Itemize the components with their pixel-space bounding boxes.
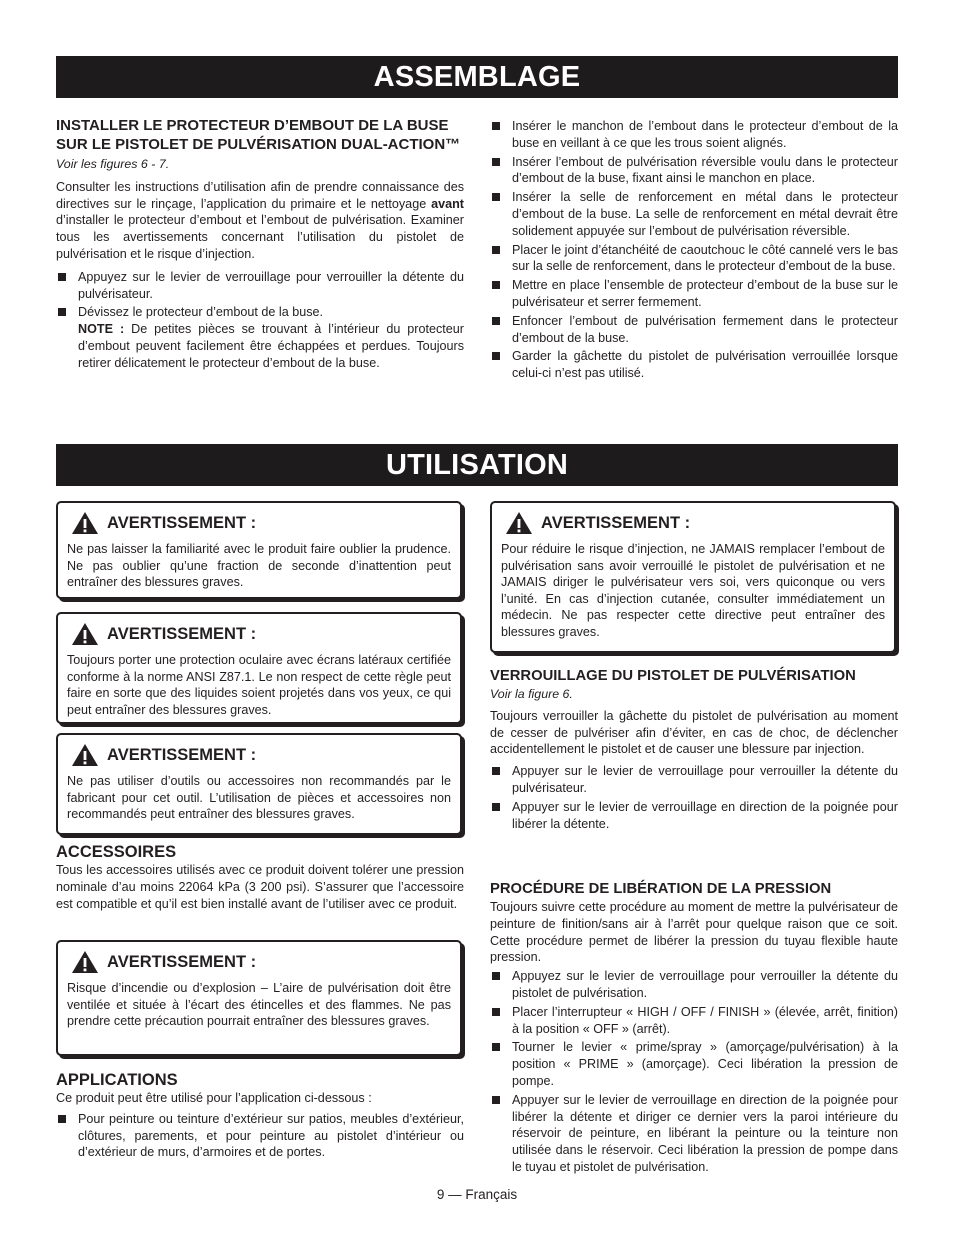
utilisation-banner: UTILISATION (56, 444, 898, 486)
warning-title: AVERTISSEMENT : (107, 514, 257, 532)
warning-title: AVERTISSEMENT : (107, 625, 257, 643)
accessoires-heading: ACCESSOIRES (56, 843, 177, 861)
assemblage-heading: INSTALLER LE PROTECTEUR D’EMBOUT DE LA BUSE SUR LE PISTOLET DE PULVÉRISATION DUAL-ACTION™ (56, 117, 461, 153)
warning-title: AVERTISSEMENT : (541, 514, 691, 532)
list-item: Mettre en place l’ensemble de protecteur d’embout de la buse sur le pulvérisateur et serrer fermement. (490, 277, 898, 311)
assemblage-note: NOTE : De petites pièces se trouvant à l’intérieur du protecteur d’embout peuvent facilement être échappées et perdues. Toujours retirer délicatement le protecteur d’embout de la buse. (78, 322, 464, 370)
list-item: Enfoncer l’embout de pulvérisation fermement dans le protecteur d’embout de la buse. (490, 313, 898, 347)
assemblage-right-column (490, 118, 898, 384)
assemblage-banner: ASSEMBLAGE (56, 56, 898, 98)
square-bullet-icon (492, 281, 500, 289)
assemblage-left-list (56, 269, 464, 372)
assemblage-right-list (490, 118, 898, 382)
accessoires-text: Tous les accessoires utilisés avec ce produit doivent tolérer une pression nominale d’au moins 22064 kPa (3 200 psi). S’assurer que l’accessoire est compatible et qu’il est bien installé avant de l’utiliser avec ce produit. (56, 863, 464, 911)
square-bullet-icon (492, 767, 500, 775)
square-bullet-icon (492, 1096, 500, 1104)
list-item: Placer le joint d’étanchéité de caoutchouc le côté cannelé vers le bas sur la selle de renforcement, dans le protecteur d’embout de la buse. (490, 242, 898, 276)
page-footer: 9 — Français (436, 1187, 518, 1202)
list-item: Dévissez le protecteur d’embout de la buse. NOTE : De petites pièces se trouvant à l’intérieur du protecteur d’embout peuvent facilement être échappées et perdues. Toujours retirer délicatement le protecteur d’embout de la buse. (56, 304, 464, 371)
warning-triangle-icon (71, 950, 99, 974)
procedure-heading: PROCÉDURE DE LIBÉRATION DE LA PRESSION (490, 881, 832, 897)
list-item: Garder la gâchette du pistolet de pulvérisation verrouillée lorsque celui-ci n’est pas utilisé. (490, 348, 898, 382)
warning-triangle-icon (71, 743, 99, 767)
list-item: Appuyer sur le levier de verrouillage pour verrouiller la détente du pulvérisateur. (490, 763, 898, 797)
list-item: Insérer la selle de renforcement en métal dans le protecteur d’embout de la buse. La selle de renforcement en métal devrait être solidement appuyée sur l’embout de pulvérisation réversible. (490, 189, 898, 239)
verrouillage-section (490, 667, 898, 834)
warning-text: Risque d’incendie ou d’explosion – L’aire de pulvérisation doit être ventilée et située à l’écart des étincelles et des flammes. Ne pas prendre cette précaution pourrait entraîner des blessures graves. (67, 981, 451, 1029)
square-bullet-icon (58, 308, 66, 316)
verrouillage-heading: VERROUILLAGE DU PISTOLET DE PULVÉRISATION (490, 668, 856, 684)
warning-text: Ne pas laisser la familiarité avec le produit faire oublier la prudence. Ne pas oublier qu’une fraction de seconde d’inattention peut entraîner des blessures graves. (67, 542, 451, 590)
square-bullet-icon (492, 972, 500, 980)
square-bullet-icon (492, 803, 500, 811)
list-item: Pour peinture ou teinture d’extérieur sur patios, meubles d’extérieur, clôtures, parements, et pour peinture au pistolet d’intérieur ou d’extérieur de murs, d’armoires et de portes. (56, 1111, 464, 1161)
warning-box (56, 612, 462, 724)
square-bullet-icon (58, 1115, 66, 1123)
applications-section (56, 1070, 464, 1163)
verrouillage-text: Toujours verrouiller la gâchette du pistolet de pulvérisation au moment de cesser de pulvériser afin d’éviter, en cas de choc, de déclencher accidentellement le pistolet et de causer une blessure par injection. (490, 708, 898, 757)
warning-box (56, 733, 462, 835)
warning-triangle-icon (505, 511, 533, 535)
warning-box (490, 501, 896, 653)
assemblage-left-column (56, 116, 464, 374)
list-item: Placer l’interrupteur « HIGH / OFF / FINISH » (élevée, arrêt, finition) à la position « OFF » (arrêt). (490, 1004, 898, 1038)
accessoires-section (56, 842, 464, 912)
list-item: Appuyez sur le levier de verrouillage pour verrouiller la détente du pulvérisateur. (56, 269, 464, 303)
warning-box (56, 501, 462, 599)
square-bullet-icon (492, 193, 500, 201)
procedure-section (490, 880, 898, 1178)
applications-heading: APPLICATIONS (56, 1071, 178, 1089)
square-bullet-icon (58, 273, 66, 281)
list-item: Tourner le levier « prime/spray » (amorçage/pulvérisation) à la position « PRIME » (amorçage). Ceci libération la pression de pompe. (490, 1039, 898, 1089)
list-item: Appuyer sur le levier de verrouillage en direction de la poignée pour libérer la détente. (490, 799, 898, 833)
verrouillage-figure-ref: Voir la figure 6. (490, 687, 573, 701)
square-bullet-icon (492, 1043, 500, 1051)
warning-triangle-icon (71, 622, 99, 646)
square-bullet-icon (492, 158, 500, 166)
warning-text: Toujours porter une protection oculaire avec écrans latéraux certifiée conforme à la norme ANSI Z87.1. Le non respect de cette règle peut faire en sorte que des liquides soient projetés dans vos yeux, ce qui peut entraîner des blessures graves. (67, 653, 451, 717)
procedure-text: Toujours suivre cette procédure au moment de mettre la pulvérisateur de peinture de finition/sans air à l’arrêt pour quelque raison que ce soit. Cette procédure permet de libérer la pression du tuyau flexible haute pression. (490, 900, 898, 965)
warning-title: AVERTISSEMENT : (107, 746, 257, 764)
warning-text: Pour réduire le risque d’injection, ne JAMAIS remplacer l’embout de pulvérisation sans avoir verrouillé le pistolet de pulvérisation et ne JAMAIS diriger le pulvérisateur vers soi, vers quiconque ou vers l’unité. En cas d’injection cutanée, consulter immédiatement un médecin. Ne pas respecter cette directive peut entraîner des blessures graves. (501, 542, 885, 639)
list-item: Appuyer sur le levier de verrouillage en direction de la poignée pour libérer la détente et diriger ce dernier vers la paroi intérieure du réservoir de peinture, en libérant la peinture ou la teinture non utilisée dans le réservoir. Ceci libération la pression de pompe dans le tuyau et pistolet de pulvérisation. (490, 1092, 898, 1176)
warning-text: Ne pas utiliser d’outils ou accessoires non recommandés par le fabricant pour cet outil. L’utilisation de pièces et accessoires non recommandés peut entraîner des blessures graves. (67, 774, 451, 822)
list-item: Insérer le manchon de l’embout dans le protecteur d’embout de la buse en veillant à ce que les trous soient alignés. (490, 118, 898, 152)
list-item: Appuyez sur le levier de verrouillage pour verrouiller la détente du pistolet de pulvérisation. (490, 968, 898, 1002)
square-bullet-icon (492, 352, 500, 360)
warning-triangle-icon (71, 511, 99, 535)
square-bullet-icon (492, 1008, 500, 1016)
square-bullet-icon (492, 317, 500, 325)
square-bullet-icon (492, 246, 500, 254)
assemblage-intro: Consulter les instructions d’utilisation afin de prendre connaissance des directives sur le rinçage, l’application du primaire et le nettoyage avant d’installer le protecteur d’embout et l’embout de pulvérisation. Examiner tous les avertissements concernant l’utilisation du pistolet de pulvérisation et le risque d’injection. (56, 179, 464, 261)
warning-title: AVERTISSEMENT : (107, 953, 257, 971)
assemblage-figure-ref: Voir les figures 6 - 7. (56, 157, 170, 171)
list-item: Insérer l’embout de pulvérisation réversible voulu dans le protecteur d’embout de la buse, fixant ainsi le manchon en place. (490, 154, 898, 188)
applications-intro: Ce produit peut être utilisé pour l’application ci-dessous : (56, 1091, 372, 1105)
square-bullet-icon (492, 122, 500, 130)
warning-box (56, 940, 462, 1056)
